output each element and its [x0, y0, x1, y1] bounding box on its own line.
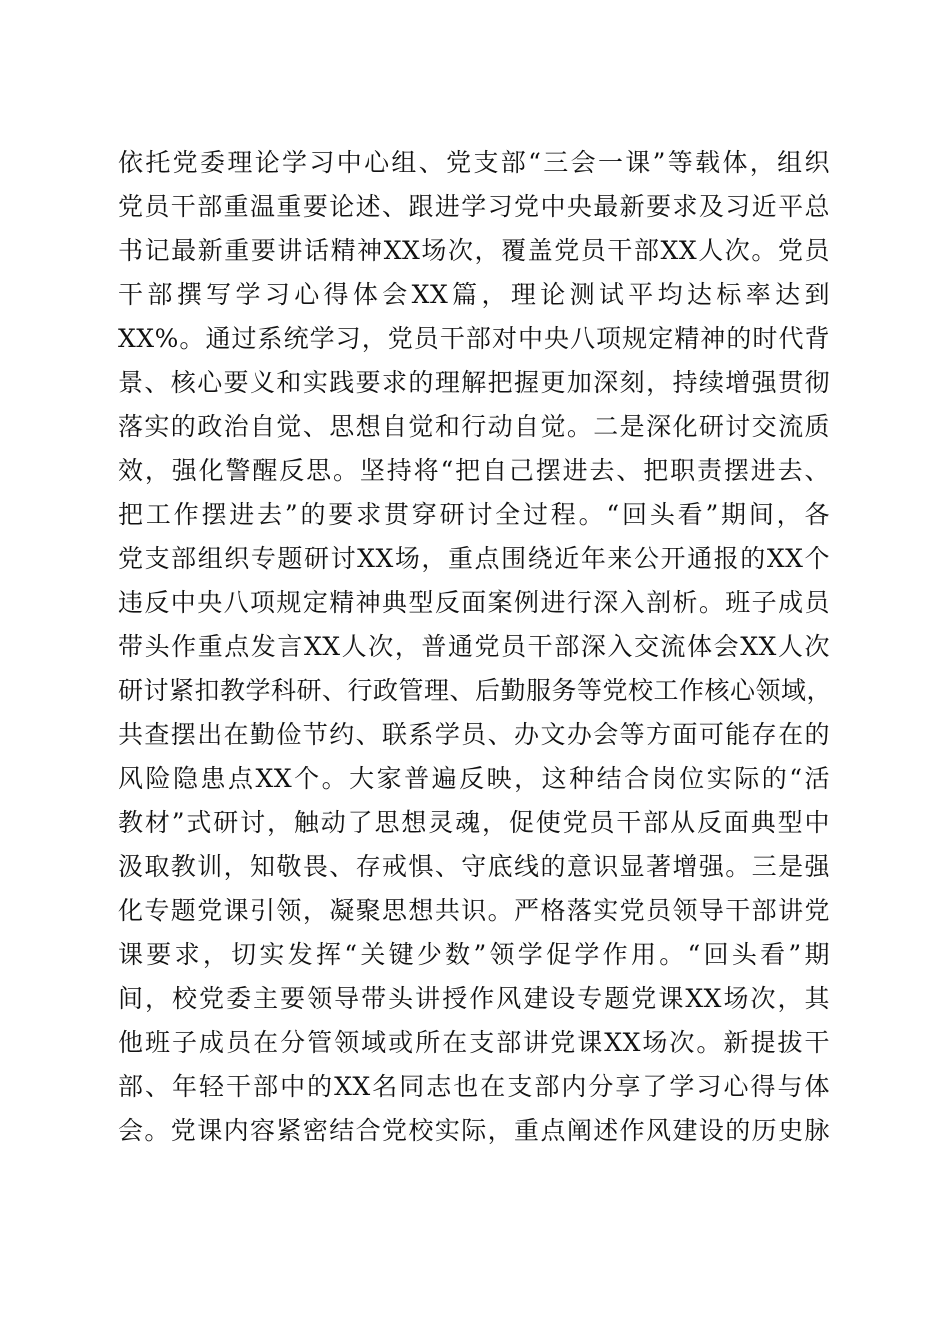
text-line-16: 教材”式研讨，触动了思想灵魂，促使党员干部从反面典型中: [118, 808, 830, 837]
text-line-19: 课要求，切实发挥“关键少数”领学促学作用。“回头看”期: [118, 940, 830, 969]
text-line-15: 风险隐患点XX个。大家普遍反映，这种结合岗位实际的“活: [118, 764, 830, 793]
text-line-8: 效，强化警醒反思。坚持将“把自己摆进去、把职责摆进去、: [118, 456, 830, 485]
text-line-12: 带头作重点发言XX人次，普通党员干部深入交流体会XX人次: [118, 632, 830, 661]
text-line-1: 依托党委理论学习中心组、党支部“三会一课”等载体，组织: [118, 148, 830, 177]
text-line-17: 汲取教训，知敬畏、存戒惧、守底线的意识显著增强。三是强: [118, 852, 830, 881]
text-line-20: 间，校党委主要领导带头讲授作风建设专题党课XX场次，其: [118, 984, 830, 1013]
text-line-7: 落实的政治自觉、思想自觉和行动自觉。二是深化研讨交流质: [118, 412, 830, 441]
text-line-5: XX%。通过系统学习，党员干部对中央八项规定精神的时代背: [118, 324, 830, 353]
text-line-4: 干部撰写学习心得体会XX篇，理论测试平均达标率达到: [118, 280, 830, 309]
text-line-11: 违反中央八项规定精神典型反面案例进行深入剖析。班子成员: [118, 588, 830, 617]
text-line-2: 党员干部重温重要论述、跟进学习党中央最新要求及习近平总: [118, 192, 830, 221]
text-line-13: 研讨紧扣教学科研、行政管理、后勤服务等党校工作核心领域，: [118, 676, 833, 705]
text-line-18: 化专题党课引领，凝聚思想共识。严格落实党员领导干部讲党: [118, 896, 830, 925]
text-line-21: 他班子成员在分管领域或所在支部讲党课XX场次。新提拔干: [118, 1028, 830, 1057]
text-line-14: 共查摆出在勤俭节约、联系学员、办文办会等方面可能存在的: [118, 720, 830, 749]
text-line-3: 书记最新重要讲话精神XX场次，覆盖党员干部XX人次。党员: [118, 236, 830, 265]
text-line-10: 党支部组织专题研讨XX场，重点围绕近年来公开通报的XX个: [118, 544, 830, 573]
text-line-9: 把工作摆进去”的要求贯穿研讨全过程。“回头看”期间，各: [118, 500, 830, 529]
text-line-6: 景、核心要义和实践要求的理解把握更加深刻，持续增强贯彻: [118, 368, 830, 397]
body-text: [118, 141, 833, 1153]
text-line-23: 会。党课内容紧密结合党校实际，重点阐述作风建设的历史脉: [118, 1116, 830, 1145]
text-line-22: 部、年轻干部中的XX名同志也在支部内分享了学习心得与体: [118, 1072, 830, 1101]
